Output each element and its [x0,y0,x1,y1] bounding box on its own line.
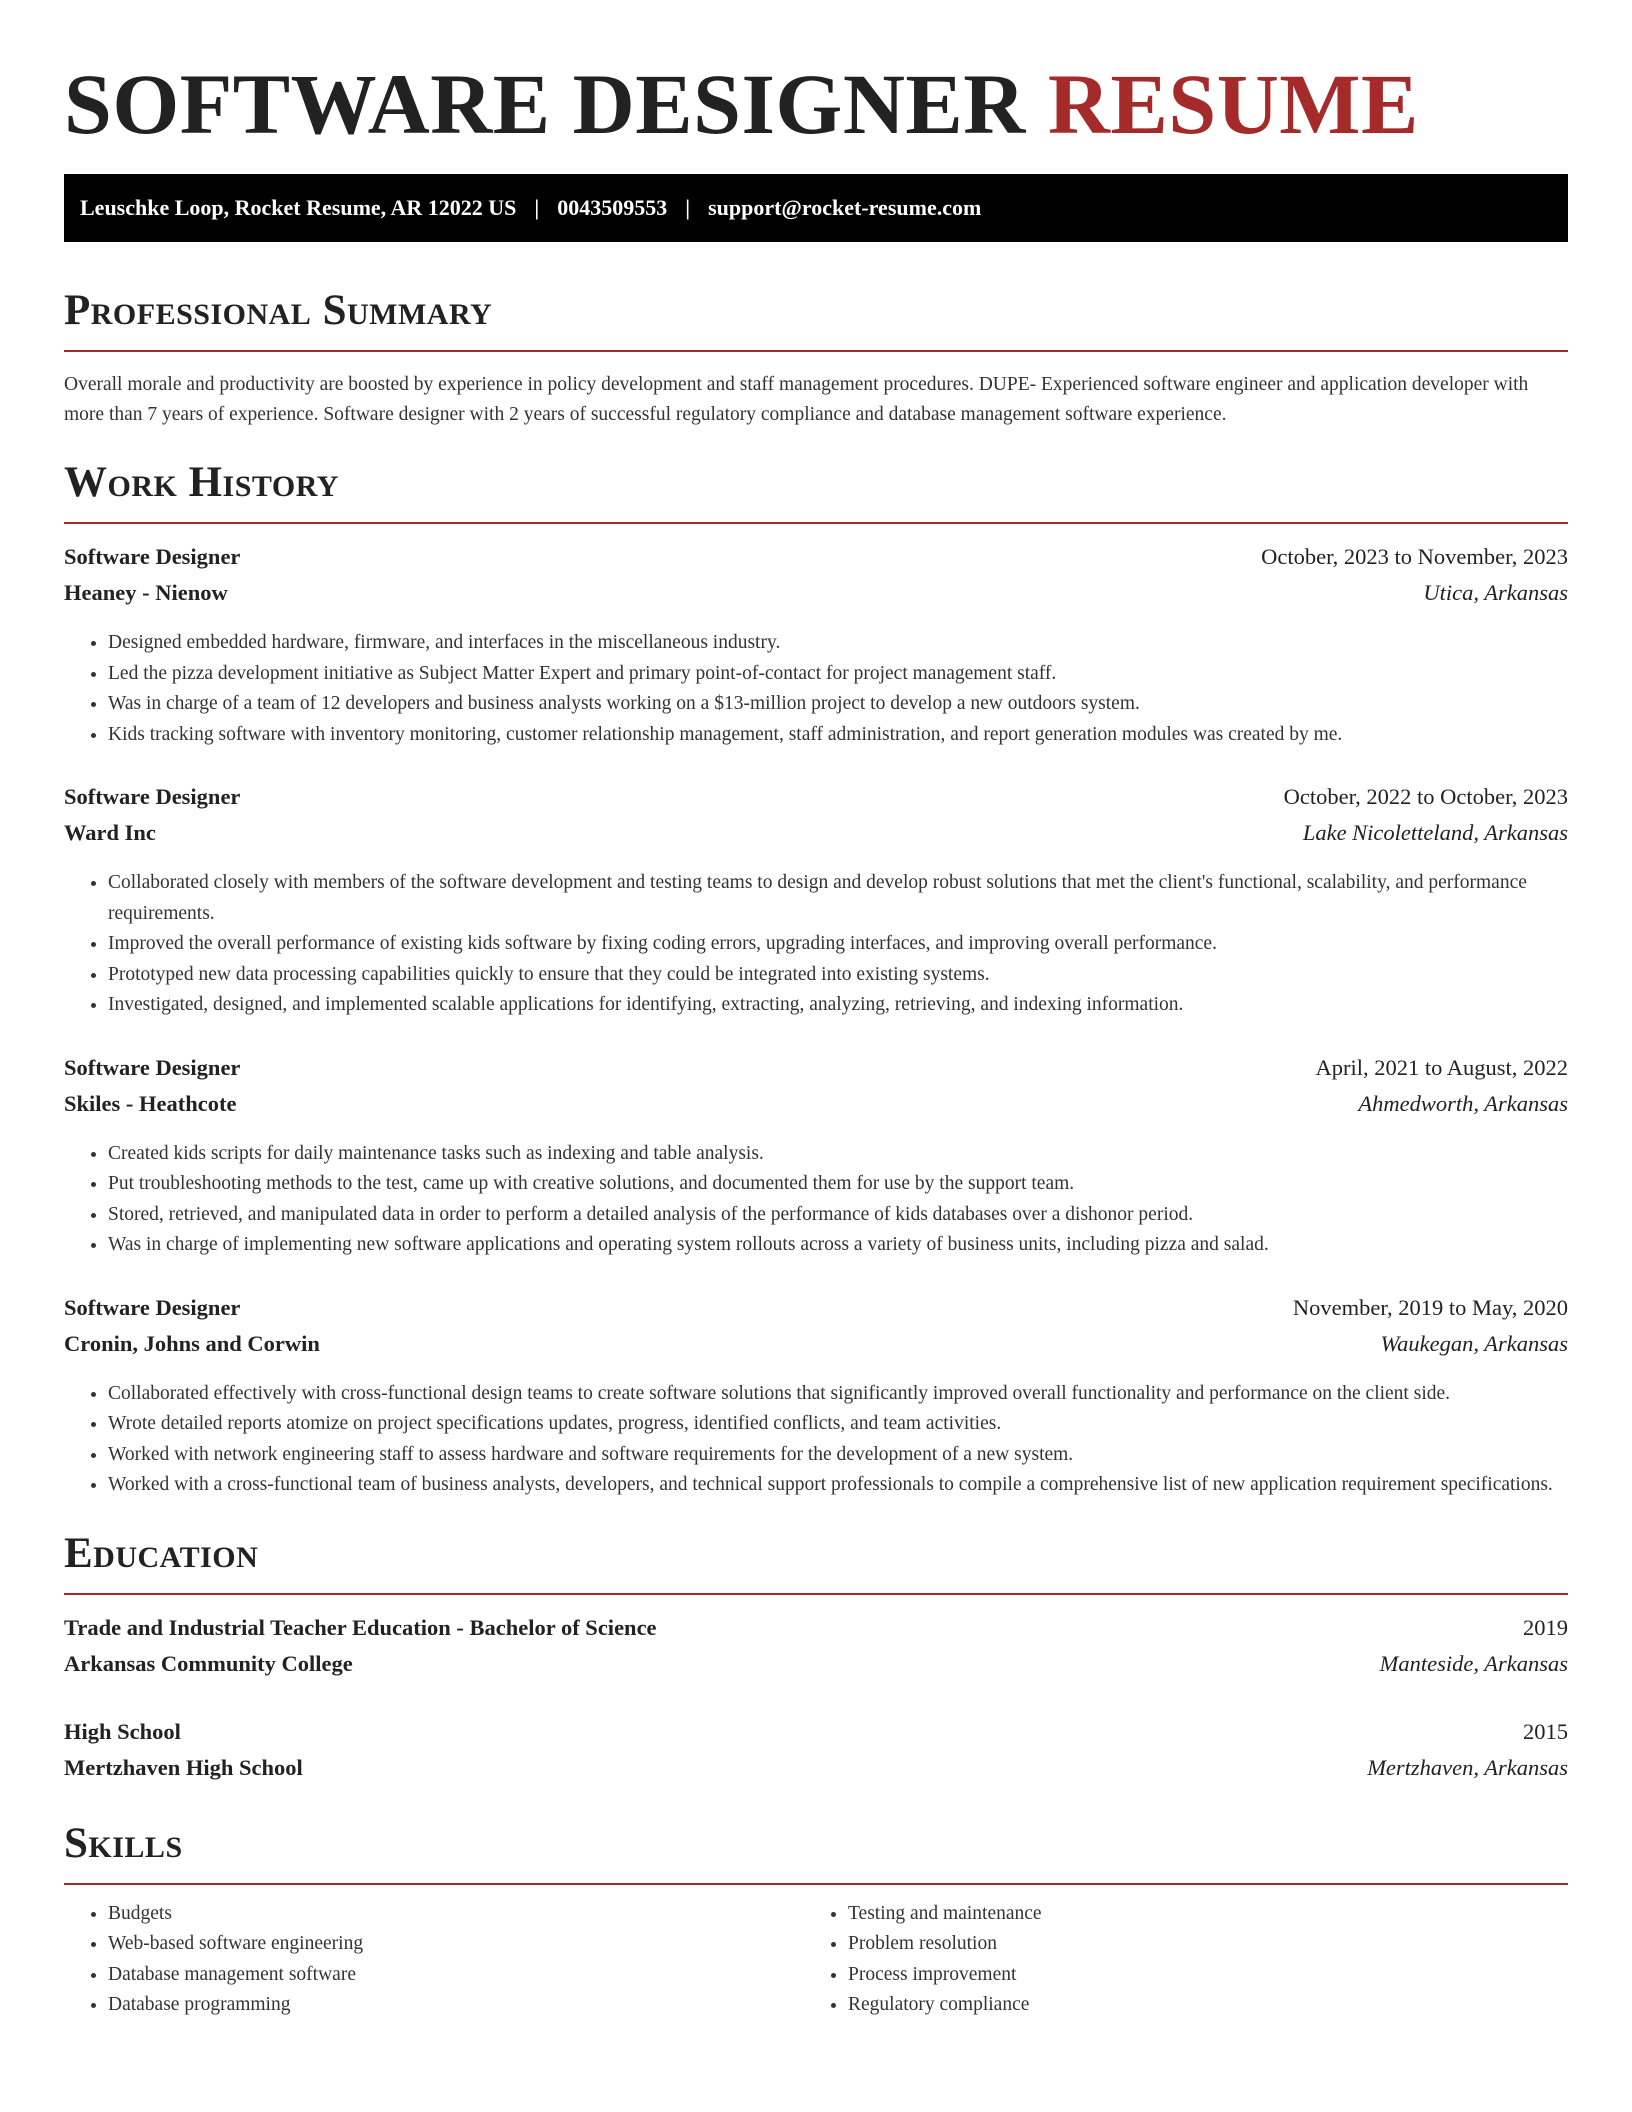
job-header-row [64,1055,1568,1091]
job-bullet-item: • Kids tracking software with inventory monitoring, customer relationship management, staff administration, and report generation modules was created by me. [108,720,1568,751]
education-school-row [64,1755,1568,1791]
job-location: Ahmedworth, Arkansas [1358,1090,1568,1116]
job-company-row [64,1091,1568,1127]
job-company: Skiles - Heathcote [64,1090,237,1116]
job-location: Waukegan, Arkansas [1380,1330,1568,1356]
work-history-list [64,544,1568,1501]
job-bullet-item: • Worked with a cross-functional team of business analysts, developers, and technical support professionals to compile a comprehensive list of new application requirement specifications. [108,1470,1568,1501]
education-school-row [64,1651,1568,1687]
job-title: Software Designer [64,1294,241,1320]
job-entry [64,1295,1568,1501]
contact-separator: | [534,195,540,220]
skill-item: • Process improvement [848,1960,1544,1991]
job-bullets [64,628,1568,750]
job-bullet-item: • Prototyped new data processing capabilities quickly to ensure that they could be integrated into existing systems. [108,960,1568,991]
education-list [64,1615,1568,1791]
contact-email: support@rocket-resume.com [708,195,982,220]
job-bullet-item: • Worked with network engineering staff to assess hardware and software requirements for the development of a new system. [108,1440,1568,1471]
skill-item: • Problem resolution [848,1929,1544,1960]
summary-text: Overall morale and productivity are boosted by experience in policy development and staff management procedures. DUPE- Experienced software engineer and application developer with more than 7 years of experience. Software designer with 2 years of successful regulatory compliance and database management software experience. [64,374,1529,425]
job-entry [64,784,1568,1021]
job-bullet-item: • Investigated, designed, and implemented scalable applications for identifying, extracting, analyzing, retrieving, and indexing information. [108,990,1568,1021]
section-divider [64,522,1568,524]
skills-list [64,1899,1568,2021]
job-bullets [64,1379,1568,1501]
resume-title [64,56,1568,152]
job-bullet-item: • Improved the overall performance of existing kids software by fixing coding errors, upgrading interfaces, and improving overall performance. [108,929,1568,960]
job-header-row [64,1295,1568,1331]
job-dates: October, 2023 to November, 2023 [1261,544,1568,569]
job-dates: November, 2019 to May, 2020 [1292,1294,1568,1320]
section-divider [64,350,1568,352]
job-bullet-item: • Led the pizza development initiative as Subject Matter Expert and primary point-of-contact for project management staff. [108,659,1568,690]
skills-heading: Skills [64,1819,183,1867]
education-header-row [64,1615,1568,1651]
job-title: Software Designer [64,784,241,809]
education-school: Mertzhaven High School [64,1754,303,1780]
job-dates: April, 2021 to August, 2022 [1315,1054,1568,1080]
job-company-row [64,1331,1568,1367]
skill-item: • Web-based software engineering [108,1929,804,1960]
job-dates: October, 2022 to October, 2023 [1283,784,1568,809]
job-company-row [64,580,1568,616]
summary-heading: Professional Summary [64,287,493,334]
education-entry [64,1719,1568,1791]
job-bullet-item: • Collaborated closely with members of the software development and testing teams to design and develop robust solutions that met the client's functional, scalability, and performance requirements. [108,868,1568,929]
education-degree: High School [64,1718,181,1744]
contact-phone: 0043509553 [557,195,668,220]
job-bullet-item: • Wrote detailed reports atomize on project specifications updates, progress, identified conflicts, and team activities. [108,1409,1568,1440]
job-title: Software Designer [64,1054,241,1080]
skills-column-right [804,1899,1544,2021]
job-location: Utica, Arkansas [1423,580,1568,605]
education-location: Mertzhaven, Arkansas [1367,1754,1568,1780]
education-degree: Trade and Industrial Teacher Education - Bachelor of Science [64,1614,657,1640]
education-year: 2019 [1523,1614,1568,1640]
job-entry [64,544,1568,750]
work-history-heading: Work History [64,459,339,506]
job-header-row [64,544,1568,580]
section-divider [64,1593,1568,1595]
job-bullet-item: • Stored, retrieved, and manipulated data in order to perform a detailed analysis of the performance of kids databases over a dishonor period. [108,1200,1568,1231]
job-bullet-item: • Collaborated effectively with cross-functional design teams to create software solutions that significantly improved overall functionality and performance on the client side. [108,1379,1568,1410]
job-location: Lake Nicoletteland, Arkansas [1302,820,1568,845]
skill-item: • Database programming [108,1990,804,2021]
contact-address: Leuschke Loop, Rocket Resume, AR 12022 US [80,195,517,220]
education-year: 2015 [1523,1718,1568,1744]
job-company-row [64,820,1568,856]
skills-column-left [64,1899,804,2021]
contact-separator: | [685,195,691,220]
education-school: Arkansas Community College [64,1650,353,1676]
contact-bar [64,174,1568,242]
job-company: Heaney - Nienow [64,580,228,605]
education-entry [64,1615,1568,1687]
education-location: Manteside, Arkansas [1379,1650,1568,1676]
skill-item: • Regulatory compliance [848,1990,1544,2021]
job-title: Software Designer [64,544,241,569]
job-company: Cronin, Johns and Corwin [64,1330,320,1356]
education-header-row [64,1719,1568,1755]
job-bullet-item: • Was in charge of a team of 12 developers and business analysts working on a $13-million project to develop a new outdoors system. [108,689,1568,720]
section-divider [64,1883,1568,1885]
job-bullet-item: • Was in charge of implementing new software applications and operating system rollouts across a variety of business units, including pizza and salad. [108,1230,1568,1261]
job-bullet-item: • Created kids scripts for daily maintenance tasks such as indexing and table analysis. [108,1139,1568,1170]
skill-item: • Testing and maintenance [848,1899,1544,1930]
job-bullet-item: • Designed embedded hardware, firmware, and interfaces in the miscellaneous industry. [108,628,1568,659]
skill-item: • Budgets [108,1899,804,1930]
skill-item: • Database management software [108,1960,804,1991]
job-entry [64,1055,1568,1261]
job-company: Ward Inc [64,820,156,845]
title-main: SOFTWARE DESIGNER [64,56,1026,152]
title-accent: RESUME [1047,56,1419,152]
job-bullets [64,868,1568,1021]
education-heading: Education [64,1529,259,1577]
job-header-row [64,784,1568,820]
job-bullet-item: • Put troubleshooting methods to the test, came up with creative solutions, and documented them for use by the support team. [108,1169,1568,1200]
job-bullets [64,1139,1568,1261]
